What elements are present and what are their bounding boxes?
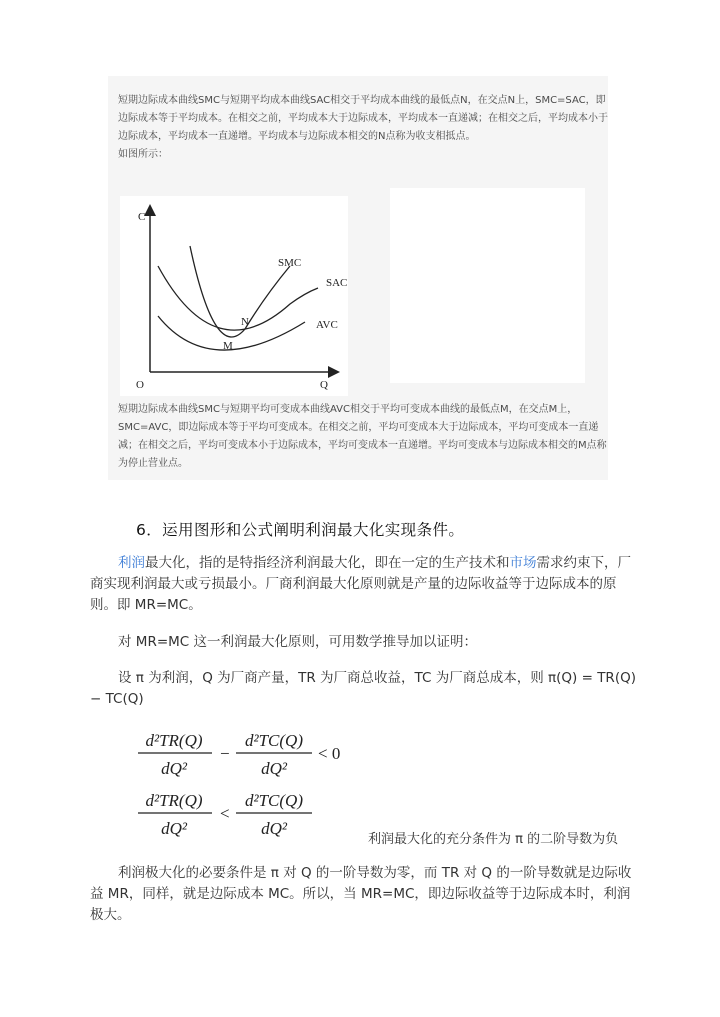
- section-heading: 6．运用图形和公式阐明利润最大化实现条件。: [136, 521, 465, 539]
- f1-numerator-tc: d²TC(Q): [245, 731, 303, 750]
- f1-relation: < 0: [318, 744, 341, 763]
- f2-relation: <: [220, 804, 230, 823]
- panel-paragraph-sac: [118, 92, 608, 164]
- origin-label: O: [136, 379, 144, 391]
- proof-intro: 对 MR=MC 这一利润最大化原则，可用数学推导加以证明：: [118, 634, 477, 650]
- definition-text-a: 最大化，指的是特指经济利润最大化，即在一定的生产技术和: [145, 555, 510, 571]
- panel-paragraph-sac-text: 短期边际成本曲线SMC与短期平均成本曲线SAC相交于平均成本曲线的最低点N，在交点N上，SMC=SAC，即边际成本等于平均成本。在相交之前，平均成本大于边际成本，平均成本一直递减；在相交之后，平均成本小于边际成本，平均成本一直递增。平均成本与边际成本相交的N点称为收支相抵点。: [118, 95, 608, 142]
- f2-numerator-tc: d²TC(Q): [245, 791, 303, 810]
- cost-curves-graph: [120, 196, 348, 396]
- f2-denominator-tr: dQ²: [161, 819, 187, 838]
- f1-denominator-tc: dQ²: [261, 759, 287, 778]
- f2-denominator-tc: dQ²: [261, 819, 287, 838]
- point-n-label: N: [241, 316, 249, 328]
- panel-paragraph-tail: 如图所示：: [118, 149, 168, 160]
- axis-c-label: C: [138, 211, 146, 223]
- link-market[interactable]: 市场: [509, 555, 537, 571]
- sac-curve: [158, 266, 318, 330]
- definition-text-b: 需求约束下，厂商实现利润最大或亏损最小。厂商利润最大化原则就是产量的边际收益等于边际成本的原则。即 MR=MC。: [90, 555, 631, 613]
- smc-label: SMC: [278, 257, 302, 269]
- link-profit[interactable]: 利润: [118, 555, 145, 571]
- f1-numerator-tr: d²TR(Q): [145, 731, 203, 750]
- avc-label: AVC: [316, 319, 338, 331]
- profit-function-definition: 设 π 为利润，Q 为厂商产量，TR 为厂商总收益，TC 为厂商总成本，则 π(Q) = TR(Q) − TC(Q): [90, 670, 636, 707]
- f1-minus: −: [220, 744, 230, 763]
- f2-numerator-tr: d²TR(Q): [145, 791, 203, 810]
- axis-q-label: Q: [320, 379, 328, 391]
- point-m-label: M: [223, 340, 233, 352]
- second-derivative-formula: [136, 722, 366, 844]
- formula-caption: 利润最大化的充分条件为 π 的二阶导数为负: [368, 832, 619, 847]
- smc-curve: [190, 246, 290, 337]
- panel-paragraph-avc: 短期边际成本曲线SMC与短期平均可变成本曲线AVC相交于平均可变成本曲线的最低点M，在交点M上，SMC=AVC，即边际成本等于平均可变成本。在相交之前，平均可变成本大于边际成本，平均可变成本一直递减；在相交之后，平均可变成本小于边际成本，平均可变成本一直递增。平均可变成本与边际成本相交的M点称为停止营业点。: [118, 404, 607, 469]
- sac-label: SAC: [326, 277, 348, 289]
- necessary-condition-paragraph: 利润极大化的必要条件是 π 对 Q 的一阶导数为零，而 TR 对 Q 的一阶导数就是边际收益 MR，同样，就是边际成本 MC。所以，当 MR=MC，即边际收益等于边际成本时，利润极大。: [90, 865, 632, 923]
- profit-max-definition: [90, 553, 642, 616]
- cost-curves-svg: [120, 196, 348, 396]
- blank-image-area: [390, 188, 585, 383]
- f1-denominator-tr: dQ²: [161, 759, 187, 778]
